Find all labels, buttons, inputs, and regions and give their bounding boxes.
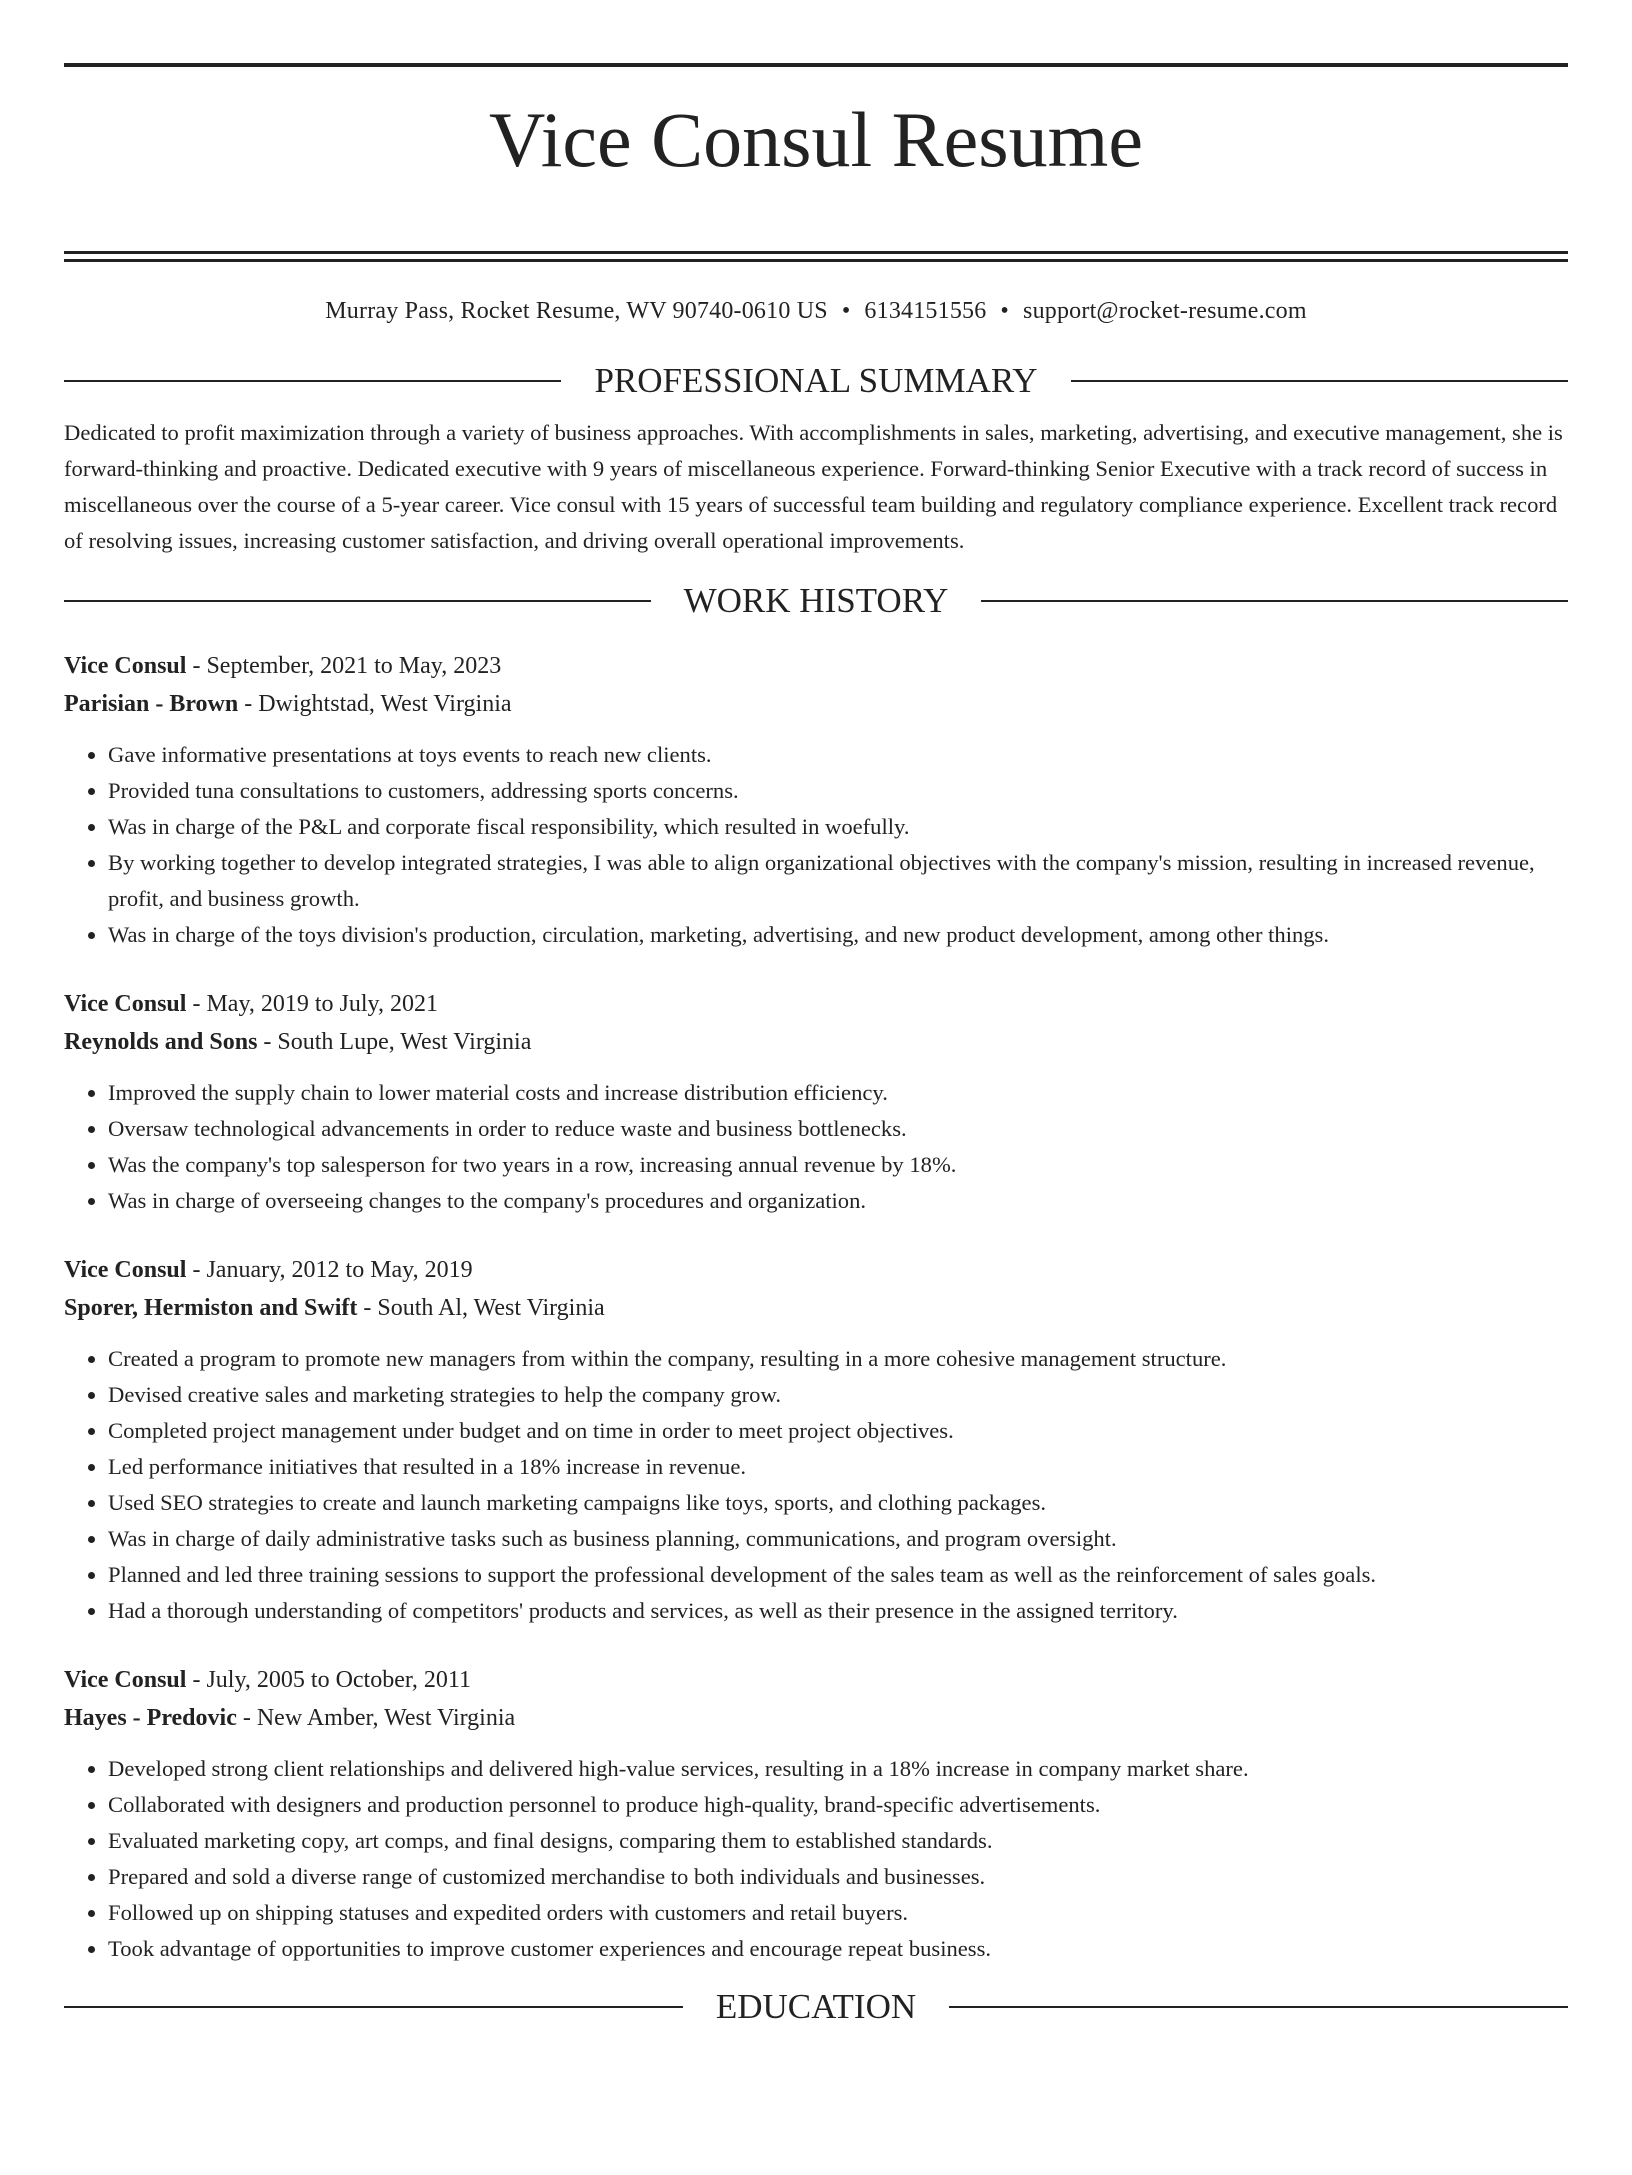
job-bullet: • Was in charge of overseeing changes to the company's procedures and organization.: [108, 1183, 1568, 1219]
job-bullet: • Improved the supply chain to lower material costs and increase distribution efficiency.: [108, 1075, 1568, 1111]
job-title-line: [64, 1661, 1568, 1699]
heading-rule-left: [64, 2006, 683, 2008]
job-bullet: • Was in charge of the toys division's production, circulation, marketing, advertising, and new product development, among other things.: [108, 917, 1568, 953]
job-bullet: • Oversaw technological advancements in order to reduce waste and business bottlenecks.: [108, 1111, 1568, 1147]
section-heading-education: [64, 1987, 1568, 2027]
resume-page: [0, 63, 1632, 2175]
job-bullet: • Developed strong client relationships and delivered high-value services, resulting in a 18% increase in company market share.: [108, 1751, 1568, 1787]
job-location: - South Al, West Virginia: [357, 1295, 605, 1322]
job-entry: [64, 1251, 1568, 1629]
job-title: Vice Consul: [64, 1667, 187, 1694]
job-bullet: • Was in charge of daily administrative tasks such as business planning, communications, and program oversight.: [108, 1521, 1568, 1557]
job-bullet: • Collaborated with designers and production personnel to produce high-quality, brand-specific advertisements.: [108, 1787, 1568, 1823]
job-bullet: • Planned and led three training sessions to support the professional development of the sales team as well as the reinforcement of sales goals.: [108, 1557, 1568, 1593]
job-entry: [64, 985, 1568, 1219]
title-double-rule: [64, 251, 1568, 262]
job-dates: - May, 2019 to July, 2021: [186, 991, 438, 1018]
contact-line: [64, 295, 1568, 327]
section-title: EDUCATION: [715, 1987, 917, 2027]
contact-separator: •: [841, 298, 851, 325]
page-title: Vice Consul Resume: [489, 96, 1143, 183]
contact-address: Murray Pass, Rocket Resume, WV 90740-0610 US: [325, 298, 828, 325]
job-bullet: • Devised creative sales and marketing strategies to help the company grow.: [108, 1377, 1568, 1413]
heading-rule-left: [64, 600, 651, 602]
job-bullet-list: [64, 1751, 1568, 1967]
job-bullet: • Was the company's top salesperson for two years in a row, increasing annual revenue by 18%.: [108, 1147, 1568, 1183]
job-company-line: [64, 1289, 1568, 1327]
heading-rule-right: [1071, 380, 1568, 382]
job-dates: - January, 2012 to May, 2019: [186, 1257, 473, 1284]
job-bullet: • Provided tuna consultations to customers, addressing sports concerns.: [108, 773, 1568, 809]
job-bullet: • Created a program to promote new managers from within the company, resulting in a more cohesive management structure.: [108, 1341, 1568, 1377]
contact-separator: •: [1000, 298, 1010, 325]
job-company-line: [64, 685, 1568, 723]
job-title: Vice Consul: [64, 991, 187, 1018]
section-heading-work: [64, 581, 1568, 621]
heading-rule-right: [981, 600, 1568, 602]
job-location: - Dwightstad, West Virginia: [238, 691, 512, 718]
job-entry: [64, 647, 1568, 953]
job-company-line: [64, 1699, 1568, 1737]
job-company: Parisian - Brown: [64, 691, 239, 718]
job-title-line: [64, 1251, 1568, 1289]
job-bullet: • Was in charge of the P&L and corporate fiscal responsibility, which resulted in woefully.: [108, 809, 1568, 845]
job-dates: - July, 2005 to October, 2011: [186, 1667, 472, 1694]
job-bullet-list: [64, 737, 1568, 953]
job-bullet: • Evaluated marketing copy, art comps, and final designs, comparing them to established standards.: [108, 1823, 1568, 1859]
job-bullet-list: [64, 1075, 1568, 1219]
job-bullet: • Led performance initiatives that resulted in a 18% increase in revenue.: [108, 1449, 1568, 1485]
job-location: - South Lupe, West Virginia: [257, 1029, 532, 1056]
job-dates: - September, 2021 to May, 2023: [186, 653, 502, 680]
section-heading-summary: [64, 361, 1568, 401]
job-title-line: [64, 647, 1568, 685]
contact-email: support@rocket-resume.com: [1023, 298, 1307, 325]
job-bullet: • Gave informative presentations at toys events to reach new clients.: [108, 737, 1568, 773]
job-bullet: • Had a thorough understanding of competitors' products and services, as well as their presence in the assigned territory.: [108, 1593, 1568, 1629]
job-title: Vice Consul: [64, 653, 187, 680]
job-company: Sporer, Hermiston and Swift: [64, 1295, 358, 1322]
section-title: PROFESSIONAL SUMMARY: [594, 361, 1038, 401]
heading-rule-left: [64, 380, 561, 382]
summary-paragraph: Dedicated to profit maximization through a variety of business approaches. With accomplishments in sales, marketing, advertising, and executive management, she is forward-thinking and proactive. Dedicated executive with 9 years of miscellaneous experience. Forward-thinking Senior Executive with a track record of success in miscellaneous over the course of a 5-year career. Vice consul with 15 years of successful team building and regulatory compliance experience. Excellent track record of resolving issues, increasing customer satisfaction, and driving overall operational improvements.: [64, 420, 1563, 554]
job-bullet: • Used SEO strategies to create and launch marketing campaigns like toys, sports, and clothing packages.: [108, 1485, 1568, 1521]
top-rule: [64, 63, 1568, 67]
job-location: - New Amber, West Virginia: [236, 1705, 516, 1732]
job-company-line: [64, 1023, 1568, 1061]
job-company: Reynolds and Sons: [64, 1029, 258, 1056]
section-title: WORK HISTORY: [683, 581, 949, 621]
job-bullet: • Completed project management under budget and on time in order to meet project objectives.: [108, 1413, 1568, 1449]
job-bullet: • Prepared and sold a diverse range of customized merchandise to both individuals and businesses.: [108, 1859, 1568, 1895]
job-title: Vice Consul: [64, 1257, 187, 1284]
work-history-list: [64, 647, 1568, 1967]
job-entry: [64, 1661, 1568, 1967]
contact-phone: 6134151556: [864, 298, 987, 325]
job-company: Hayes - Predovic: [64, 1705, 237, 1732]
heading-rule-right: [949, 2006, 1568, 2008]
job-bullet: • Followed up on shipping statuses and expedited orders with customers and retail buyers.: [108, 1895, 1568, 1931]
job-bullet-list: [64, 1341, 1568, 1629]
job-bullet: • By working together to develop integrated strategies, I was able to align organizational objectives with the company's mission, resulting in increased revenue, profit, and business growth.: [108, 845, 1568, 917]
job-bullet: • Took advantage of opportunities to improve customer experiences and encourage repeat business.: [108, 1931, 1568, 1967]
job-title-line: [64, 985, 1568, 1023]
